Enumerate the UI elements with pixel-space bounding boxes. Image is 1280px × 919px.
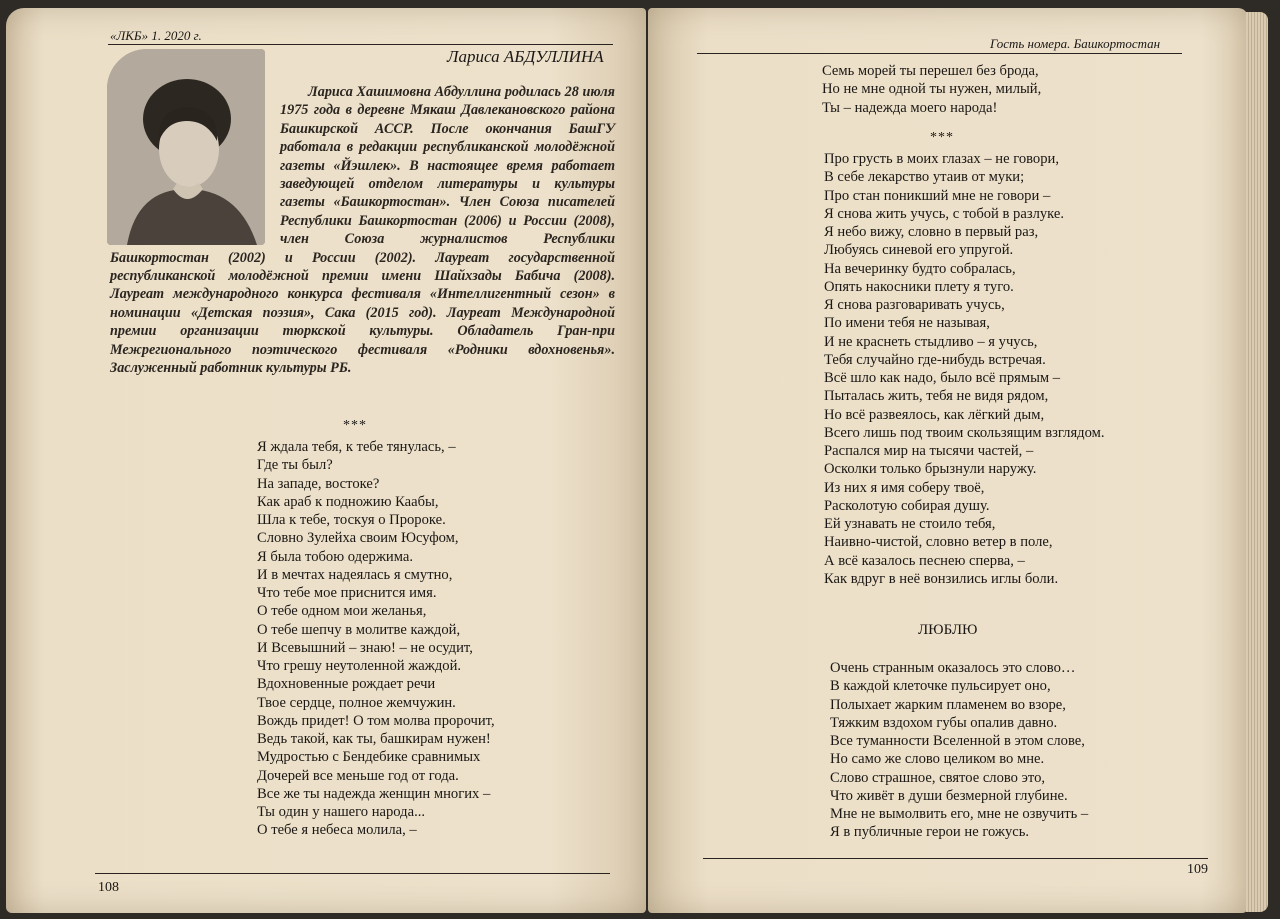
poem3-title: ЛЮБЛЮ — [918, 622, 978, 638]
poem1-line: Ты один у нашего народа... — [257, 804, 426, 820]
poem3-line: Все туманности Вселенной в этом слове, — [830, 733, 1085, 749]
poem1-line: О тебе одном мои желанья, — [257, 603, 427, 620]
poem3-line: Полыхает жарким пламенем во взоре, — [830, 696, 1066, 713]
poem3-line: В каждой клеточке пульсирует оно, — [830, 678, 1051, 695]
poem1-ending-line: Но не мне одной ты нужен, милый, — [822, 81, 1042, 98]
left-page-number: 108 — [98, 880, 119, 895]
poem2-line: Всего лишь под твоим скользящим взглядом. — [824, 424, 1105, 441]
poem3-line: Слово страшное, святое слово это, — [830, 769, 1046, 786]
poem1-line: Что грешу неутоленной жаждой. — [257, 658, 462, 674]
poem3-line: Очень странным оказалось это слово… — [830, 660, 1076, 676]
poem2-line: Тебя случайно где-нибудь встречая. — [824, 351, 1046, 368]
poem3-line: Мне не вымолвить его, мне не озвучить – — [830, 806, 1089, 822]
author-name: Лариса АБДУЛЛИНА — [447, 47, 604, 66]
poem2-line: Наивно-чистой, словно ветер в поле, — [824, 534, 1053, 551]
poem2-line: Опять накосники плету я туго. — [824, 278, 1014, 295]
poem3-line: Что живёт в души безмерной глубине. — [830, 787, 1068, 804]
poem1-line: О тебе шепчу в молитве каждой, — [257, 621, 461, 638]
author-bio — [110, 83, 615, 378]
poem1-line: Дочерей все меньше год от года. — [257, 767, 459, 784]
poem3-body — [830, 659, 1088, 842]
poem2-line: Я снова жить учусь, с тобой в разлуке. — [824, 205, 1065, 222]
poem2-line: Как вдруг в неё вонзились иглы боли. — [824, 570, 1059, 587]
poem2-line: Пыталась жить, тебя не видя рядом, — [824, 388, 1049, 405]
poem1-line: Все же ты надежда женщин многих – — [257, 785, 491, 802]
bio-text: Лариса Хашимовна Абдуллина родилась 28 июля 1975 года в деревне Мякаш Давлекановского района Башкирской АССР. После окончания БашГУ работала в редакции республиканской молодёжной газеты «Йэшлек». В настоящее время работает заведующей отделом литературы и культуры газеты «Башкортостан». Член Союза писателей Республики Башкортостан (2006) и России (2008), член Союза журналистов Республики Башкортостан (2002) и России (2002). Лауреат государственной республиканской молодёжной премии имени Шайхзады Бабича (2008). Лауреат международного конкурса фестиваля «Интеллигентный сезон» в номинации «Детская поэзия», Сака (2015 год). Лауреат Международной премии организации тюркской культуры. Обладатель Гран-при Межрегионального поэтического фестиваля «Родники вдохновенья». Заслуженный работник культуры РБ. — [110, 84, 615, 377]
poem1-line: Что тебе мое приснится имя. — [257, 585, 437, 601]
poem1-ending-line: Ты – надежда моего народа! — [822, 99, 998, 116]
poem2-line: Про грусть в моих глазах – не говори, — [824, 151, 1059, 167]
poem2-line: Про стан поникший мне не говори – — [824, 187, 1051, 204]
poem2-line: На вечеринку будто собралась, — [824, 260, 1016, 277]
poem2-line: Но всё развеялось, как лёгкий дым, — [824, 406, 1045, 423]
poem1-ending-line: Семь морей ты перешел без брода, — [822, 63, 1039, 79]
poem1-ending — [822, 62, 1041, 117]
poem1-body — [257, 438, 495, 840]
poem1-line: Словно Зулейха своим Юсуфом, — [257, 530, 459, 547]
poem2-line: По имени тебя не называя, — [824, 315, 990, 332]
poem2-line: Я небо вижу, словно в первый раз, — [824, 224, 1039, 240]
poem1-line: Где ты был? — [257, 457, 333, 474]
poem1-line: Мудростью с Бендебике сравнимых — [257, 749, 481, 766]
left-footer-rule — [95, 873, 610, 874]
right-footer-rule — [703, 858, 1208, 859]
right-running-head: Гость номера. Башкортостан — [990, 36, 1161, 51]
poem3-line: Я в публичные герои не гожусь. — [830, 824, 1030, 841]
poem3-line: Но само же слово целиком во мне. — [830, 751, 1045, 768]
poem1-line: Вдохновенные рождает речи — [257, 676, 436, 693]
poem1-line: О тебе я небеса молила, – — [257, 822, 417, 839]
poem1-marker: *** — [343, 418, 367, 433]
poem3-line: Тяжким вздохом губы опалив давно. — [830, 714, 1058, 731]
poem1-line: Как араб к подножию Каабы, — [257, 493, 439, 510]
poem2-line: И не краснеть стыдливо – я учусь, — [824, 333, 1038, 350]
poem2-line: Любуясь синевой его упругой. — [824, 242, 1014, 259]
poem1-line: И Всевышний – знаю! – не осудит, — [257, 639, 473, 656]
poem1-line: Шла к тебе, тоскуя о Пророке. — [257, 512, 446, 528]
poem1-line: Ведь такой, как ты, башкирам нужен! — [257, 731, 491, 747]
poem1-line: Я была тобою одержима. — [257, 548, 414, 565]
poem2-line: Ей узнавать не стоило тебя, — [824, 516, 996, 532]
right-header-rule — [697, 53, 1182, 54]
poem2-line: Я снова разговаривать учусь, — [824, 297, 1005, 313]
photo-wrap-space — [110, 83, 280, 243]
left-header-rule — [108, 44, 613, 45]
poem2-line: А всё казалось песнею сперва, – — [824, 552, 1025, 569]
poem1-line: На западе, востоке? — [257, 475, 380, 492]
poem1-line: Твое сердце, полное жемчужин. — [257, 694, 456, 711]
poem2-line: Распался мир на тысячи частей, – — [824, 443, 1034, 459]
poem1-line: И в мечтах надеялась я смутно, — [257, 566, 453, 583]
poem2-line: Расколотую собирая душу. — [824, 497, 990, 514]
poem2-line: Осколки только брызнули наружу. — [824, 461, 1037, 478]
poem2-line: В себе лекарство утаив от муки; — [824, 169, 1025, 186]
right-page-number: 109 — [1187, 862, 1208, 877]
poem2-marker: *** — [930, 130, 954, 145]
poem2-line: Из них я имя соберу твоё, — [824, 479, 985, 496]
poem2-body — [824, 150, 1105, 588]
page-edges — [1246, 12, 1268, 912]
poem1-line: Вождь придет! О том молва пророчит, — [257, 712, 495, 729]
poem1-line: Я ждала тебя, к тебе тянулась, – — [257, 439, 456, 455]
poem2-line: Всё шло как надо, было всё прямым – — [824, 370, 1061, 386]
left-running-head: «ЛКБ» 1. 2020 г. — [110, 28, 202, 43]
